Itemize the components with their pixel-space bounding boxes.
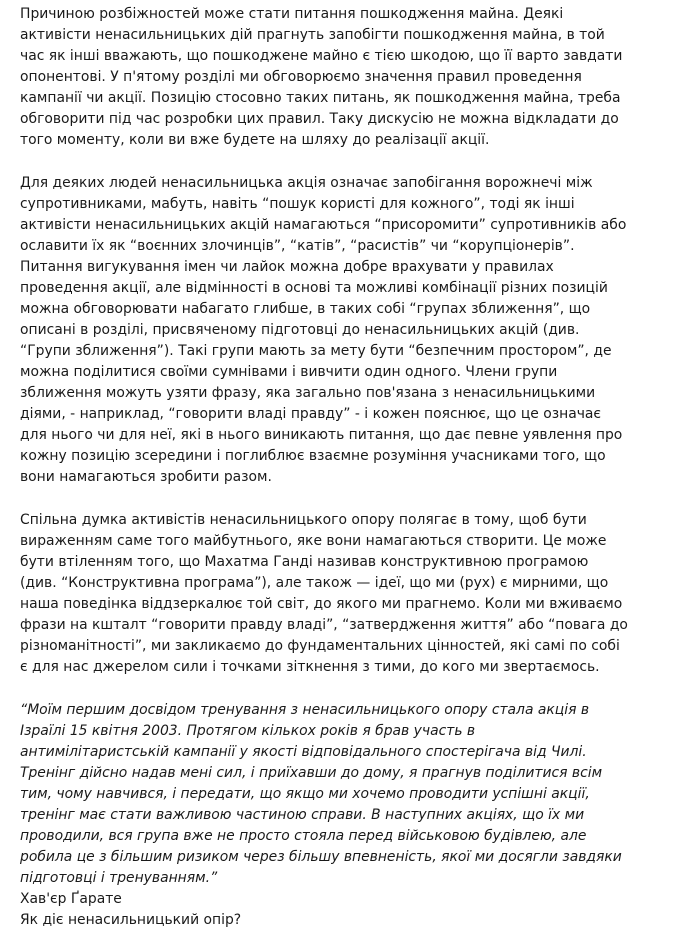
- text-line: проведення акції, але відмінності в основі та можливі комбінації різних позицій: [20, 280, 608, 296]
- text-line: того моменту, коли ви вже будете на шляху до реалізації акції.: [20, 132, 490, 148]
- text-line: для нього чи для неї, які в нього виникають питання, що дає певне уявлення про: [20, 427, 623, 443]
- paragraph-property-damage: [20, 4, 684, 151]
- quote-line: Тренінг дійсно надав мені сил, і приїхавши до дому, я прагнув поділитися всім: [20, 765, 603, 781]
- quote-author: Хав'єр Ґарате: [20, 891, 122, 907]
- text-line: Для деяких людей ненасильницька акція означає запобігання ворожнечі між: [20, 175, 593, 191]
- text-line: (див. “Конструктивна програма”), але також — ідеї, що ми (рух) є мирними, що: [20, 575, 609, 591]
- text-line: кампанії чи акції. Позицію стосовно таких питань, як пошкодження майна, треба: [20, 90, 621, 106]
- text-line: можна обговорювати набагато глибше, в таких собі “групах зближення”, що: [20, 301, 591, 317]
- quote-line: робила це з більшим ризиком через більшу впевненість, якої ми досягли завдяки: [20, 849, 622, 865]
- text-line: бути втіленням того, що Махатма Ганді називав конструктивною програмою: [20, 554, 589, 570]
- text-line: різноманітності”, ми закликаємо до фундаментальних цінностей, які самі по собі: [20, 638, 620, 654]
- text-line: “Групи зближення”). Такі групи мають за мету бути “безпечним простором”, де: [20, 343, 612, 359]
- text-line: активісти ненасильницьких акцій намагаються “присоромити” супротивників або: [20, 217, 627, 233]
- text-line: фрази на кшталт “говорити правду владі”, “затвердження життя” або “повага до: [20, 617, 628, 633]
- quote-line: Ізраїлі 15 квітня 2003. Протягом кількох років я брав участь в: [20, 723, 476, 739]
- paragraph-affinity-groups: [20, 173, 684, 488]
- paragraph-common-vision: [20, 510, 684, 678]
- text-line: обговорити під час розробки цих правил. Таку дискусію не можна відкладати до: [20, 111, 619, 127]
- quote-line: підготовці і тренуванням.”: [20, 870, 218, 886]
- quote-line: тим, чому навчився, і передати, що якщо ми хочемо проводити успішні акції,: [20, 786, 590, 802]
- text-line: наша поведінка віддзеркалює той світ, до якого ми прагнемо. Коли ми вживаємо: [20, 596, 623, 612]
- quote-line: проводили, вся група вже не просто стояла перед військовою будівлею, але: [20, 828, 587, 844]
- quote-line: тренінг має стати важливою частиною справи. В наступних акціях, що їх ми: [20, 807, 585, 823]
- text-line: супротивниками, мабуть, навіть “пошук користі для кожного”, тоді як інші: [20, 196, 575, 212]
- text-line: діями, - наприклад, “говорити владі правду” - і кожен пояснює, що це означає: [20, 406, 602, 422]
- text-line: кожну позицію зсередини і поглиблює взаємне розуміння учасниками того, що: [20, 448, 606, 464]
- text-line: Спільна думка активістів ненасильницького опору полягає в тому, щоб бути: [20, 512, 587, 528]
- text-line: зближення можуть узяти фразу, яка загально пов'язана з ненасильницькими: [20, 385, 596, 401]
- text-line: вони намагаються зробити разом.: [20, 469, 272, 485]
- quote-line: “Моїм першим досвідом тренування з ненасильницького опору стала акція в: [20, 702, 590, 718]
- quote-line: антимілітаристській кампанії у якості відповідального спостерігача від Чилі.: [20, 744, 587, 760]
- text-line: є для нас джерелом сили і точками зіткнення з тими, до кого ми звертаємось.: [20, 659, 600, 675]
- text-line: час як інші вважають, що пошкоджене майно є тією шкодою, що її варто завдати: [20, 48, 623, 64]
- text-line: Питання вигукування імен чи лайок можна добре врахувати у правилах: [20, 259, 554, 275]
- text-line: описані в розділі, присвяченому підготовці до ненасильницьких акцій (див.: [20, 322, 580, 338]
- text-line: опонентові. У п'ятому розділі ми обговорюємо значення правил проведення: [20, 69, 582, 85]
- text-line: вираженням саме того майбутнього, яке вони намагаються створити. Це може: [20, 533, 607, 549]
- footer-question: Як діє ненасильницький опір?: [20, 912, 242, 928]
- text-line: можна поділитися своїми сумнівами і вивчити один одного. Члени групи: [20, 364, 558, 380]
- text-line: ославити їх як “воєнних злочинців”, “катів”, “расистів” чи “корупціонерів”.: [20, 238, 575, 254]
- testimonial-quote: [20, 700, 684, 889]
- text-line: активісти ненасильницьких дій прагнуть запобігти пошкодження майна, в той: [20, 27, 605, 43]
- text-line: Причиною розбіжностей може стати питання пошкодження майна. Деякі: [20, 6, 564, 22]
